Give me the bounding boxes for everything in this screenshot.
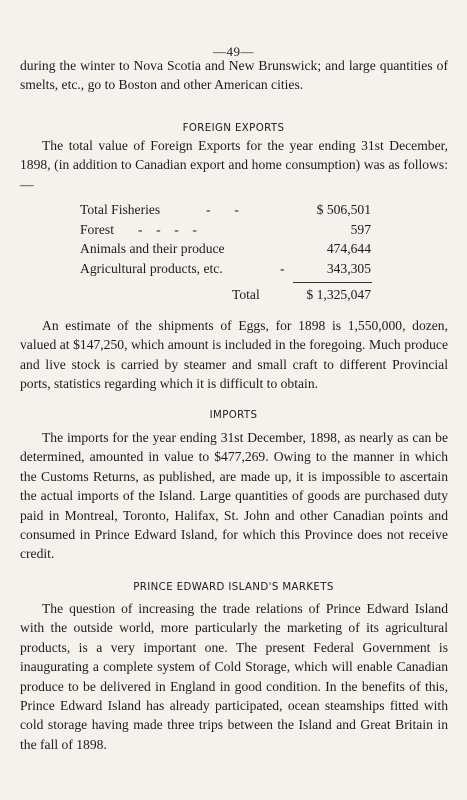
imports-paragraph: The imports for the year ending 31st December, 1898, as nearly as can be determined, amounted in value to $477,269. Owing to the manner in which the Customs Returns, as published, are made up, it is impossible to ascertain the actual imports of the Island. Large quantities of goods are purchased duty paid in Montreal, Toronto, Halifax, St. John and other Canadian points and consumed in Prince Edward Island, for which this Province does not receive credit. xyxy=(20,430,448,562)
total-rule xyxy=(293,282,372,283)
exports-row-amount: $ 506,501 xyxy=(316,202,371,217)
exports-row-label: Forest xyxy=(80,222,114,237)
exports-row-dashes: - xyxy=(280,261,285,276)
exports-row-dashes: - - xyxy=(206,202,239,217)
exports-row-amount: 474,644 xyxy=(326,241,371,256)
eggs-paragraph: An estimate of the shipments of Eggs, for 1898 is 1,550,000, dozen, valued at $147,250, which amount is included in the foregoing. Much produce and live stock is carried by steamer and small craft to different Provincial ports, statistics regarding which it is difficult to obtain. xyxy=(20,318,448,392)
markets-paragraph: The question of increasing the trade relations of Prince Edward Island with the outside world, more particularly the marketing of its agricultural products, is a very important one. The present Federal Government is inaugurating a complete system of Cold Storage, which will enable Canadian produce to be delivered in England in good condition. In the benefits of this, Prince Edward Island has already participated, ocean steamships fitted with cold storage having made three trips between the Island and Great Britain in the fall of 1898. xyxy=(20,601,448,752)
foreign-exports-intro: The total value of Foreign Exports for the year ending 31st December, 1898, (in addition to Canadian export and home consumption) was as follows:— xyxy=(20,138,448,192)
exports-total-label: Total xyxy=(232,287,260,302)
exports-row-label: Total Fisheries xyxy=(80,202,161,217)
markets-heading: PRINCE EDWARD ISLAND'S MARKETS xyxy=(133,582,334,593)
page-number: —49— xyxy=(213,44,254,59)
intro-paragraph: during the winter to Nova Scotia and New Brunswick; and large quantities of smelts, etc., go to Boston and other American cities. xyxy=(20,58,448,93)
exports-row-amount: 597 xyxy=(350,222,371,237)
exports-row-label: Animals and their produce xyxy=(80,241,225,256)
exports-row-amount: 343,305 xyxy=(326,261,371,276)
exports-row-dashes: - - - - xyxy=(138,222,197,237)
exports-row-label: Agricultural products, etc. xyxy=(80,261,223,276)
exports-total-amount: $ 1,325,047 xyxy=(306,287,371,302)
foreign-exports-heading: FOREIGN EXPORTS xyxy=(182,123,285,134)
imports-heading: IMPORTS xyxy=(209,410,258,421)
